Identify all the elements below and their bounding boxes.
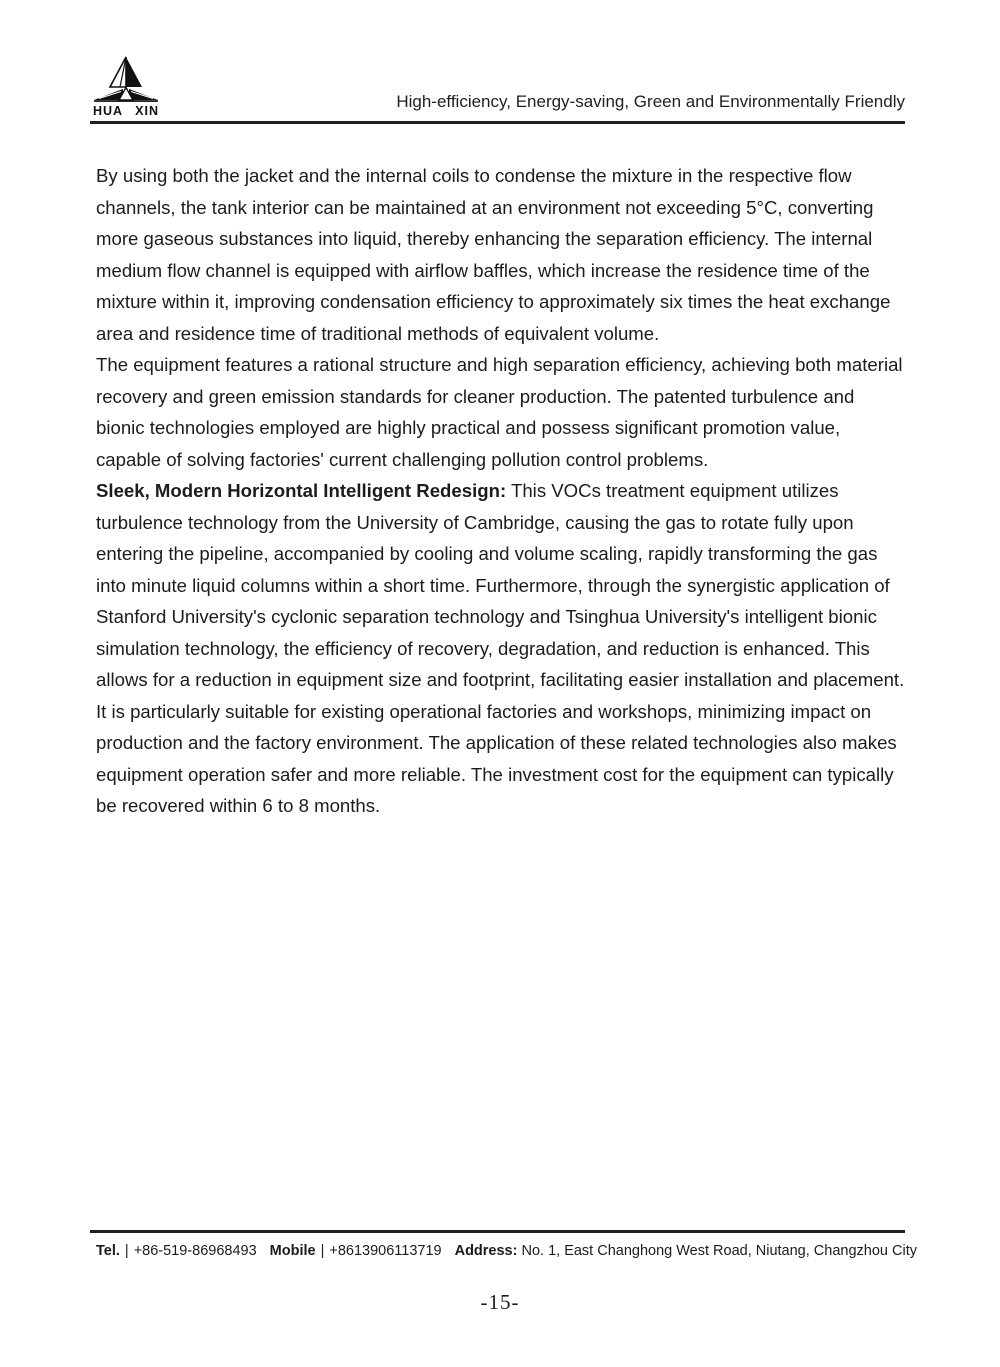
header-rule xyxy=(90,121,905,124)
paragraph-redesign xyxy=(96,475,908,822)
contact-line xyxy=(96,1243,917,1259)
page-number: -15- xyxy=(480,1290,520,1314)
logo-word-hua: HUA xyxy=(93,104,124,118)
tel-separator: | xyxy=(124,1243,129,1259)
paragraph-equipment-features: The equipment features a rational structure and high separation efficiency, achieving both material recovery and green emission standards for cleaner production. The patented turbulence and bionic technologies employed are highly practical and possess significant promotion value, capable of solving factories' current challenging pollution control problems. xyxy=(96,354,903,470)
paragraph-condensation: By using both the jacket and the internal coils to condense the mixture in the respective flow channels, the tank interior can be maintained at an environment not exceeding 5°C, converting more gaseous substances into liquid, thereby enhancing the separation efficiency. The internal medium flow channel is equipped with airflow baffles, which increase the residence time of the mixture within it, improving condensation efficiency to approximately six times the heat exchange area and residence time of traditional methods of equivalent volume. xyxy=(96,165,891,344)
footer-rule xyxy=(90,1230,905,1233)
mountain-logo-icon xyxy=(93,56,159,103)
logo-word-xin: XIN xyxy=(135,104,159,118)
company-logo xyxy=(93,56,159,118)
tel-label: Tel. xyxy=(96,1243,120,1259)
header-tagline: High-efficiency, Energy-saving, Green and Environmentally Friendly xyxy=(396,92,905,111)
address-label: Address: xyxy=(454,1243,518,1259)
tel-value: +86-519-86968493 xyxy=(133,1243,257,1259)
paragraph-redesign-lead: Sleek, Modern Horizontal Intelligent Redesign: xyxy=(96,480,507,501)
document-body xyxy=(96,160,908,822)
address-value: No. 1, East Changhong West Road, Niutang, Changzhou City xyxy=(521,1243,917,1259)
mobile-value: +8613906113719 xyxy=(329,1243,442,1259)
logo-text xyxy=(93,105,159,118)
mobile-label: Mobile xyxy=(269,1243,316,1259)
mobile-separator: | xyxy=(320,1243,325,1259)
paragraph-redesign-text: This VOCs treatment equipment utilizes turbulence technology from the University of Cambridge, causing the gas to rotate fully upon entering the pipeline, accompanied by cooling and volume scaling, rapidly transforming the gas into minute liquid columns within a short time. Furthermore, through the synergistic application of Stanford University's cyclonic separation technology and Tsinghua University's intelligent bionic simulation technology, the efficiency of recovery, degradation, and reduction is enhanced. This allows for a reduction in equipment size and footprint, facilitating easier installation and placement. It is particularly suitable for existing operational factories and workshops, minimizing impact on production and the factory environment. The application of these related technologies also makes equipment operation safer and more reliable. The investment cost for the equipment can typically be recovered within 6 to 8 months. xyxy=(96,480,905,816)
